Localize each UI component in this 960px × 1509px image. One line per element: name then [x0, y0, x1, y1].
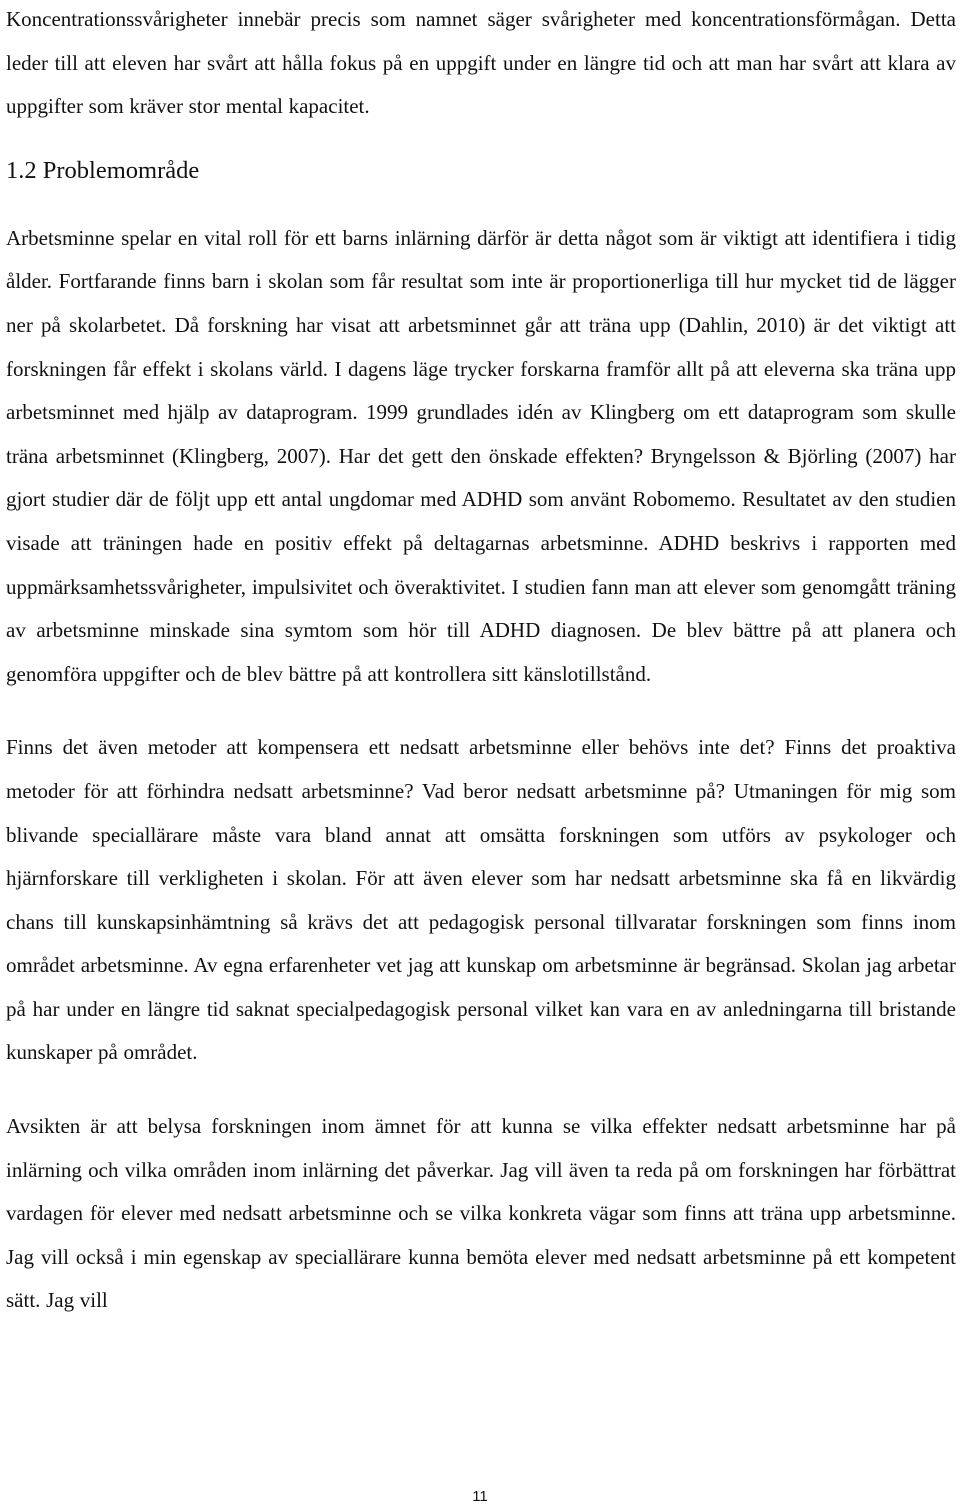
body-paragraph: Finns det även metoder att kompensera ett nedsatt arbetsminne eller behövs inte det? Finns det proaktiva metoder för att förhindra nedsatt arbetsminne? Vad beror nedsatt arbetsminne på? Utmaningen för mig som blivande speciallärare måste vara bland annat att omsätta forskningen som utförs av psykologer och hjärnforskare till verkligheten i skolan. För att även elever som har nedsatt arbetsminne ska få en likvärdig chans till kunskapsinhämtning så krävs det att pedagogisk personal tillvaratar forskningen som finns inom området arbetsminne. Av egna erfarenheter vet jag att kunskap om arbetsminne är begränsad. Skolan jag arbetar på har under en längre tid saknat specialpedagogisk personal vilket kan vara en av anledningarna till bristande kunskaper på området. [6, 735, 956, 1065]
body-paragraph: Arbetsminne spelar en vital roll för ett barns inlärning därför är detta något som är viktigt att identifiera i tidig ålder. Fortfarande finns barn i skolan som får resultat som inte är proportionerliga till hur mycket tid de lägger ner på skolarbetet. Då forskning har visat att arbetsminnet går att träna upp (Dahlin, 2010) är det viktigt att forskningen får effekt i skolans värld. I dagens läge trycker forskarna framför allt på att eleverna ska träna upp arbetsminnet med hjälp av dataprogram. 1999 grundlades idén av Klingberg om ett dataprogram som skulle träna arbetsminnet (Klingberg, 2007). Har det gett den önskade effekten? Bryngelsson & Björling (2007) har gjort studier där de följt upp ett antal ungdomar med ADHD som använt Robomemo. Resultatet av den studien visade att träningen hade en positiv effekt på deltagarnas arbetsminne. ADHD beskrivs i rapporten med uppmärksamhetssvårigheter, impulsivitet och överaktivitet. I studien fann man att elever som genomgått träning av arbetsminne minskade sina symtom som hör till ADHD diagnosen. De blev bättre på att planera och genomföra uppgifter och de blev bättre på att kontrollera sitt känslotillstånd. [6, 225, 956, 686]
intro-paragraph: Koncentrationssvårigheter innebär precis som namnet säger svårigheter med koncentrationsförmågan. Detta leder till att eleven har svårt att hålla fokus på en uppgift under en längre tid och att man har svårt att klara av uppgifter som kräver stor mental kapacitet. [6, 7, 956, 119]
section-heading: 1.2 Problemområde [6, 156, 200, 184]
page-number: 11 [472, 1488, 488, 1505]
body-paragraph: Avsikten är att belysa forskningen inom ämnet för att kunna se vilka effekter nedsatt arbetsminne har på inlärning och vilka områden inom inlärning det påverkar. Jag vill även ta reda på om forskningen har förbättrat vardagen för elever med nedsatt arbetsminne och se vilka konkreta vägar som finns att träna upp arbetsminne. Jag vill också i min egenskap av speciallärare kunna bemöta elever med nedsatt arbetsminne på ett kompetent sätt. Jag vill [6, 1114, 956, 1313]
